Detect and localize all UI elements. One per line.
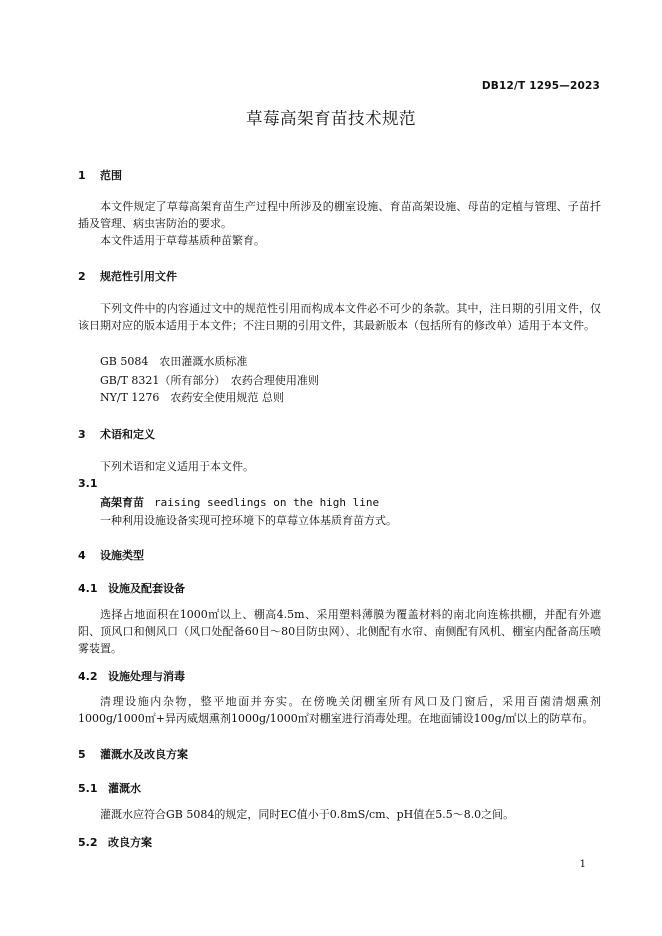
subsection-5-1-title: 灌溉水 — [108, 782, 141, 795]
section-5-heading — [78, 746, 188, 762]
section-4-heading — [78, 547, 144, 563]
subsection-4-2-heading — [78, 668, 185, 684]
subsection-4-1-heading — [78, 580, 185, 596]
section-5-title: 灌溉水及改良方案 — [100, 748, 188, 761]
subsection-4-1-number: 4.1 — [78, 582, 98, 595]
subsection-5-1-paragraph: 灌溉水应符合GB 5084的规定，同时EC值小于0.8mS/cm、pH值在5.5～8.0之间。 — [100, 808, 515, 821]
section-2-number: 2 — [78, 270, 86, 283]
reference-item: GB/T 8321（所有部分） 农药合理使用准则 — [100, 374, 319, 387]
term-definition: 一种利用设施设备实现可控环境下的草莓立体基质育苗方式。 — [100, 514, 397, 527]
section-3-number: 3 — [78, 428, 86, 441]
section-1-paragraph-2: 本文件适用于草莓基质种苗繁育。 — [100, 234, 265, 247]
section-2-heading — [78, 268, 177, 284]
section-5-number: 5 — [78, 748, 86, 761]
section-1-paragraph-1: 本文件规定了草莓高架育苗生产过程中所涉及的棚室设施、育苗高架设施、母苗的定植与管理、子苗扦插及管理、病虫害防治的要求。 — [78, 200, 601, 230]
term-entry — [100, 494, 379, 510]
subsection-5-2-heading — [78, 834, 152, 850]
section-2-paragraph-1: 下列文件中的内容通过文中的规范性引用而构成本文件必不可少的条款。其中，注日期的引用文件，仅该日期对应的版本适用于本文件；不注日期的引用文件，其最新版本（包括所有的修改单）适用于本文件。 — [78, 302, 601, 332]
subsection-4-1-paragraph: 选择占地面积在1000㎡以上、棚高4.5m、采用塑料薄膜为覆盖材料的南北向连栋拱棚，并配有外遮阳、顶风口和侧风口（风口处配备60目～80目防虫网）、北侧配有水帘、南侧配有风机、棚室内配备高压喷雾装置。 — [78, 608, 601, 655]
section-1-number: 1 — [78, 169, 86, 182]
subsection-5-1-number: 5.1 — [78, 782, 98, 795]
subsection-5-2-number: 5.2 — [78, 836, 98, 849]
document-code: DB12/T 1295—2023 — [481, 80, 600, 92]
section-3-paragraph-1: 下列术语和定义适用于本文件。 — [100, 460, 254, 473]
subsection-5-2-title: 改良方案 — [108, 836, 152, 849]
page-number: 1 — [579, 859, 586, 870]
reference-item: NY/T 1276 农药安全使用规范 总则 — [100, 391, 284, 404]
subsection-5-1-heading — [78, 780, 141, 796]
document-title: 草莓高架育苗技术规范 — [246, 109, 416, 128]
reference-item: GB 5084 农田灌溉水质标准 — [100, 355, 248, 368]
section-3-heading — [78, 426, 155, 442]
section-1-title: 范围 — [100, 169, 122, 182]
term-english: raising seedlings on the high line — [154, 496, 380, 509]
term-chinese: 高架育苗 — [100, 496, 144, 509]
term-number: 3.1 — [78, 477, 98, 490]
section-1-heading — [78, 167, 122, 183]
subsection-4-2-title: 设施处理与消毒 — [108, 670, 185, 683]
subsection-4-2-number: 4.2 — [78, 670, 98, 683]
section-4-title: 设施类型 — [100, 549, 144, 562]
section-2-title: 规范性引用文件 — [100, 270, 177, 283]
section-3-title: 术语和定义 — [100, 428, 155, 441]
section-4-number: 4 — [78, 549, 86, 562]
subsection-4-1-title: 设施及配套设备 — [108, 582, 185, 595]
subsection-4-2-paragraph: 清理设施内杂物，整平地面并夯实。在傍晚关闭棚室所有风口及门窗后，采用百菌清烟熏剂1000g/1000㎡+异丙威烟熏剂1000g/1000㎡对棚室进行消毒处理。在地面铺设100g/㎡以上的防草布。 — [78, 695, 601, 725]
